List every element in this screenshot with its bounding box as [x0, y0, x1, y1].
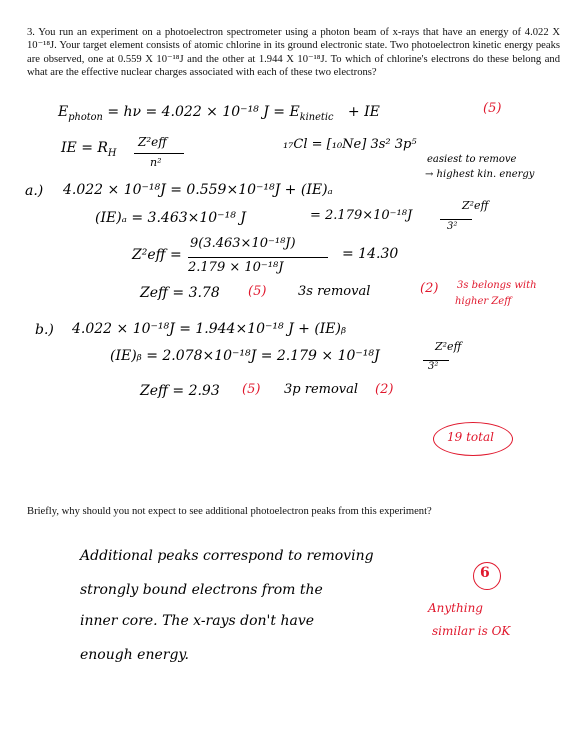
- total-score: 19 total: [447, 430, 494, 444]
- part-a-rydberg-value: = 2.179×10⁻¹⁸J: [310, 208, 413, 223]
- part-a-zeff-squared-result: = 14.30: [342, 246, 399, 262]
- answer-line-1: Additional peaks correspond to removing: [80, 548, 374, 564]
- part-b-score: (5): [242, 382, 261, 397]
- ie-formula: IE = $R_H$: [61, 140, 117, 159]
- part-b-energy-balance: 4.022 × 10⁻¹⁸J = 1.944×10⁻¹⁸ J + (IE)ᵦ: [72, 321, 347, 337]
- part-b-ionization-energy: (IE)ᵦ = 2.078×10⁻¹⁸J = 2.179 × 10⁻¹⁸J: [110, 348, 380, 364]
- question-3-text: 3. You run an experiment on a photoelectron spectrometer using a photon beam of x-rays that have an energy of 4.022 X 10⁻¹⁸J. Your target element consists of atomic chlorine in its ground electronic state. Two photoelectron kinetic energy peaks are observed, one at 0.559 X 10⁻¹⁸J and the other at 1.944 X 10⁻¹⁸J. To which of chlorine's electrons do these belong and what are the effective nuclear charges associated with each of these two electrons?: [27, 27, 560, 79]
- part-a-energy-balance: 4.022 × 10⁻¹⁸J = 0.559×10⁻¹⁸J + (IE)ₐ: [63, 182, 333, 198]
- easiest-to-remove-note: easiest to remove: [427, 154, 517, 165]
- part-a-zeff-result: Zeff = 3.78: [140, 285, 220, 301]
- answer-line-4: enough energy.: [80, 647, 189, 663]
- part-a-zeff-fraction-num: Z²eff: [462, 199, 489, 212]
- highest-kinetic-energy-note: → highest kin. energy: [425, 169, 535, 180]
- part-b-zeff-result: Zeff = 2.93: [140, 383, 220, 399]
- ie-formula-denominator: n²: [150, 156, 162, 169]
- part-a-grader-note-1: 3s belongs with: [457, 280, 537, 291]
- part-b-removal-score: (2): [375, 382, 394, 397]
- answer-line-3: inner core. The x-rays don't have: [80, 613, 315, 629]
- part-a-fraction-denominator: 2.179 × 10⁻¹⁸J: [188, 260, 284, 275]
- chlorine-configuration: ₁₇Cl = [₁₀Ne] 3s² 3p⁵: [283, 137, 417, 152]
- part-a-zeff-fraction-den: 3²: [447, 221, 458, 232]
- part-a-score: (5): [248, 284, 267, 299]
- part-a-ionization-energy: (IE)ₐ = 3.463×10⁻¹⁸ J: [95, 210, 246, 226]
- briefly-score: 6: [480, 565, 490, 581]
- grader-note-anything: Anything: [428, 601, 483, 615]
- part-a-zeff-fraction-bar: [440, 219, 472, 220]
- part-a-fraction-bar: [188, 257, 328, 258]
- part-b-label: b.): [35, 322, 54, 338]
- top-score: (5): [483, 101, 502, 116]
- part-a-grader-note-2: higher Zeff: [455, 296, 512, 307]
- part-a-removal: 3s removal: [298, 284, 371, 299]
- photon-energy-equation: $E_{photon} = h\nu = 4.022 \times 10^{-18}$ $J = E_{kinetic}$ + IE: [58, 104, 380, 123]
- part-b-removal: 3p removal: [284, 382, 359, 397]
- briefly-question-text: Briefly, why should you not expect to see additional photoelectron peaks from this experiment?: [27, 506, 432, 517]
- ie-formula-bar: [134, 153, 184, 154]
- answer-line-2: strongly bound electrons from the: [80, 582, 323, 598]
- grader-note-similar: similar is OK: [432, 624, 511, 638]
- part-b-zeff-fraction-num: Z²eff: [435, 340, 462, 353]
- part-a-removal-score: (2): [420, 281, 439, 296]
- part-a-fraction-numerator: 9(3.463×10⁻¹⁸J): [190, 236, 296, 251]
- part-a-label: a.): [25, 183, 44, 199]
- part-a-zeff-squared-label: Z²eff =: [132, 247, 182, 263]
- part-b-zeff-fraction-den: 3²: [428, 361, 439, 372]
- ie-formula-numerator: Z²eff: [138, 135, 167, 149]
